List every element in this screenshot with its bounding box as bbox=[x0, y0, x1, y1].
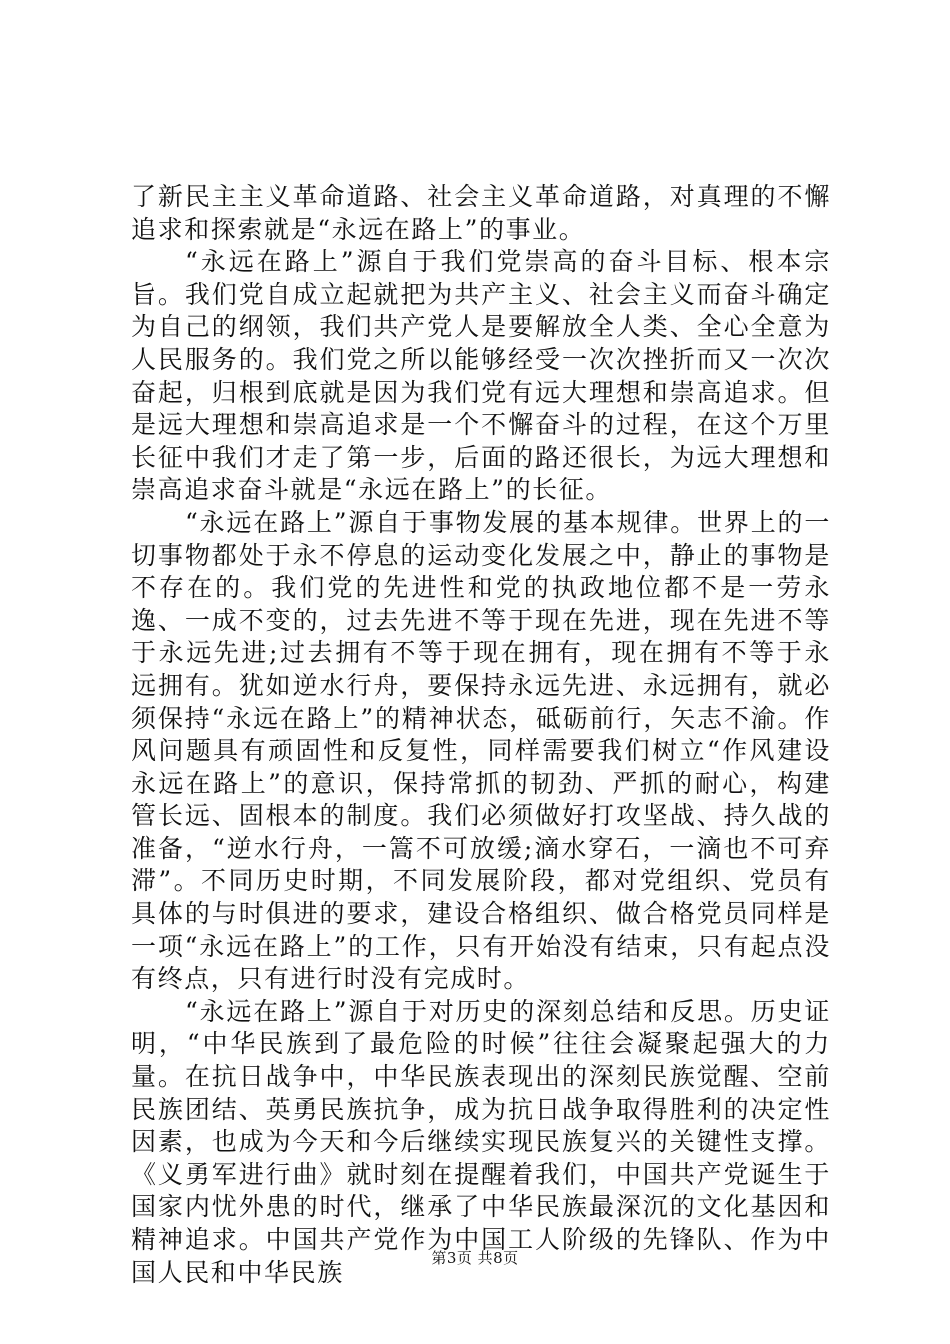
paragraph-development-laws: “永远在路上”源自于事物发展的基本规律。世界上的一切事物都处于永不停息的运动变化发展之中，静止的事物是不存在的。我们党的先进性和党的执政地位都不是一劳永逸、一成不变的，过去先进不等于现在先进，现在先进不等于永远先进;过去拥有不等于现在拥有，现在拥有不等于永远拥有。犹如逆水行舟，要保持永远先进、永远拥有，就必须保持“永远在路上”的精神状态，砥砺前行，矢志不渝。作风问题具有顽固性和反复性，同样需要我们树立“作风建设永远在路上”的意识，保持常抓的韧劲、严抓的耐心，构建管长远、固根本的制度。我们必须做好打攻坚战、持久战的准备，“逆水行舟，一篙不可放缓;滴水穿石，一滴也不可弃滞”。不同历史时期，不同发展阶段，都对党组织、党员有具体的与时俱进的要求，建设合格组织、做合格党员同样是一项“永远在路上”的工作，只有开始没有结束，只有起点没有终点，只有进行时没有完成时。 bbox=[131, 507, 831, 994]
page-footer: 第3页 共8页 bbox=[431, 1249, 519, 1267]
paragraph-continuation: 了新民主主义革命道路、社会主义革命道路，对真理的不懈追求和探索就是“永远在路上”的事业。 bbox=[131, 182, 831, 244]
paragraph-party-goals: “永远在路上”源自于我们党崇高的奋斗目标、根本宗旨。我们党自成立起就把为共产主义、社会主义而奋斗确定为自己的纲领，我们共产党人是要解放全人类、全心全意为人民服务的。我们党之所以能够经受一次次挫折而又一次次奋起，归根到底就是因为我们党有远大理想和崇高追求。但是远大理想和崇高追求是一个不懈奋斗的过程，在这个万里长征中我们才走了第一步，后面的路还很长，为远大理想和崇高追求奋斗就是“永远在路上”的长征。 bbox=[131, 247, 831, 505]
document-body bbox=[131, 181, 831, 1289]
paragraph-historical-reflection: “永远在路上”源自于对历史的深刻总结和反思。历史证明，“中华民族到了最危险的时候”往往会凝聚起强大的力量。在抗日战争中，中华民族表现出的深刻民族觉醒、空前民族团结、英勇民族抗争，成为抗日战争取得胜利的决定性因素，也成为今天和今后继续实现民族复兴的关键性支撑。《义勇军进行曲》就时刻在提醒着我们，中国共产党诞生于国家内忧外患的时代，继承了中华民族最深沉的文化基因和精神追求。中国共产党作为中国工人阶级的先锋队、作为中国人民和中华民族 bbox=[131, 996, 831, 1287]
